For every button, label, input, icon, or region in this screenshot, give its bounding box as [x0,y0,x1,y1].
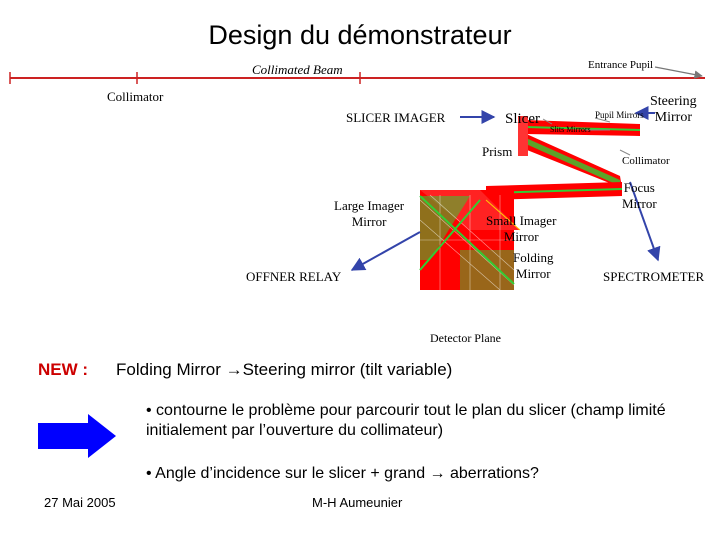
offner-relay-arrow [352,232,420,270]
small-imager-mirror-label: Small Imager Mirror [486,213,557,244]
steering-mirror-label: Steering Mirror [650,94,697,125]
spectrometer-label: SPECTROMETER [603,269,705,284]
large-imager-mirror-label: Large Imager Mirror [334,198,405,229]
entrance-pupil-label: Entrance Pupil [588,59,654,71]
slits-mirrors-label: Slits Mirrors [550,125,591,134]
prism-label: Prism [482,144,513,159]
pupil-mirrors-label: Pupil Mirrors [595,110,644,120]
folding-mirror-label: Folding Mirror [513,250,554,281]
collimated-beam-label: Collimated Beam [252,62,343,77]
new-label: NEW : [38,360,89,379]
arrow-icon: → [225,360,243,379]
collimated-beam-line [10,72,705,84]
new-headline: Folding Mirror →Steering mirror (tilt variable) [116,360,453,379]
slicer-imager-label: SLICER IMAGER [346,110,446,125]
slide-title: Design du démonstrateur [208,20,512,50]
collimator-right-label: Collimator [622,155,670,167]
bullet-two: • Angle d’incidence sur le slicer + grand → aberrations? [146,465,539,482]
big-arrow-icon [38,414,118,458]
bullet-one: • contourne le problème pour parcourir tout le plan du slicer (champ limité initialement par l’ouverture du collimateur) [146,402,666,439]
focus-mirror-label: Focus Mirror [622,180,657,211]
offner-relay-label: OFFNER RELAY [246,269,342,284]
detector-plane-label: Detector Plane [430,331,501,345]
arrow-icon: → [429,465,446,482]
collimator-left-label: Collimator [107,89,164,104]
slicer-label: Slicer [505,111,540,127]
entrance-pupil-arrow [655,67,702,76]
footer-date: 27 Mai 2005 [44,495,116,510]
footer-author: M-H Aumeunier [312,495,403,510]
